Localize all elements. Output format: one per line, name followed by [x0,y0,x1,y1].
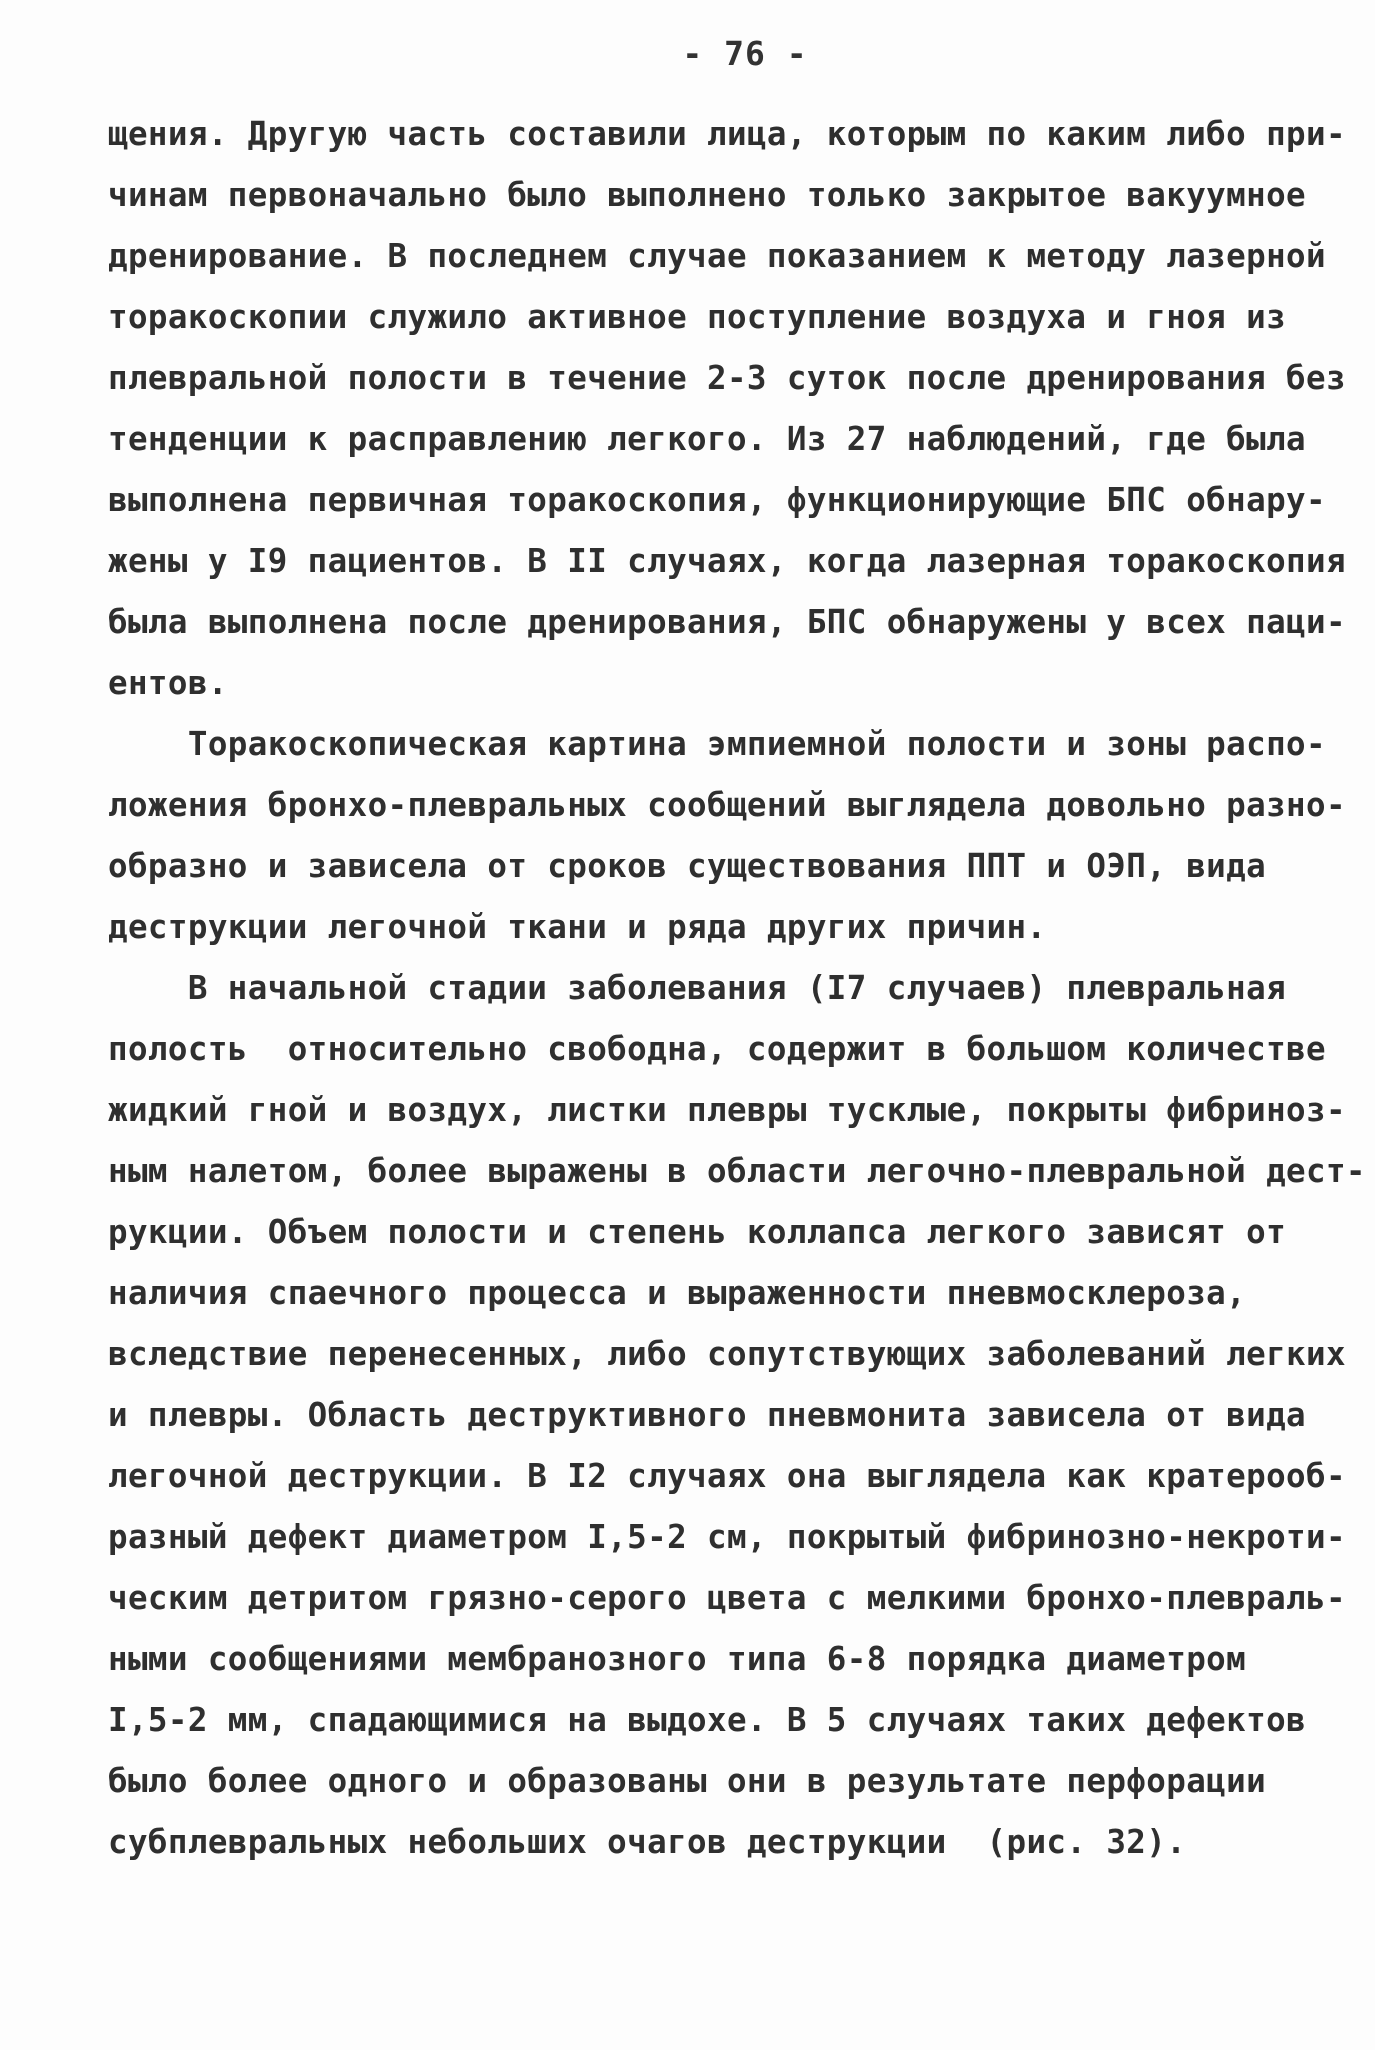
text-line: Торакоскопическая картина эмпиемной полости и зоны распо- [108,725,1326,763]
text-line: чинам первоначально было выполнено только закрытое вакуумное [108,176,1306,214]
text-line: дренирование. В последнем случае показанием к методу лазерной [108,237,1326,275]
text-line: наличия спаечного процесса и выраженности пневмосклероза, [108,1274,1247,1312]
paragraph [108,958,1366,1873]
text-line: ческим детритом грязно-серого цвета с мелкими бронхо-плевраль- [108,1579,1346,1617]
text-line: тенденции к расправлению легкого. Из 27 наблюдений, где была [108,420,1306,458]
text-line: выполнена первичная торакоскопия, функционирующие БПС обнару- [108,481,1326,519]
text-line: щения. Другую часть составили лица, которым по каким либо при- [108,115,1346,153]
page-number: - 76 - [682,34,808,73]
text-line: плевральной полости в течение 2-3 суток после дренирования без [108,359,1346,397]
text-line: образно и зависела от сроков существования ППТ и ОЭП, вида [108,847,1267,885]
text-line: жидкий гной и воздух, листки плевры тусклые, покрыты фибриноз- [108,1091,1346,1129]
paragraph [108,714,1346,958]
text-line: деструкции легочной ткани и ряда других причин. [108,908,1047,946]
text-line: ложения бронхо-плевральных сообщений выглядела довольно разно- [108,786,1346,824]
paragraph [108,104,1346,714]
text-line: полость относительно свободна, содержит в большом количестве [108,1030,1326,1068]
text-line: торакоскопии служило активное поступление воздуха и гноя из [108,298,1287,336]
text-line: В начальной стадии заболевания (I7 случаев) плевральная [108,969,1287,1007]
text-line: I,5-2 мм, спадающимися на выдохе. В 5 случаях таких дефектов [108,1701,1306,1739]
text-line: и плевры. Область деструктивного пневмонита зависела от вида [108,1396,1306,1434]
text-line: субплевральных небольших очагов деструкции (рис. 32). [108,1823,1187,1861]
text-line: вследствие перенесенных, либо сопутствующих заболеваний легких [108,1335,1346,1373]
text-line: легочной деструкции. В I2 случаях она выглядела как кратерооб- [108,1457,1346,1495]
text-line: жены у I9 пациентов. В II случаях, когда лазерная торакоскопия [108,542,1346,580]
body-text [108,104,1366,1873]
text-line: разный дефект диаметром I,5-2 см, покрытый фибринозно-некроти- [108,1518,1346,1556]
text-line: было более одного и образованы они в результате перфорации [108,1762,1267,1800]
text-line: рукции. Объем полости и степень коллапса легкого зависят от [108,1213,1287,1251]
text-line: ными сообщениями мембранозного типа 6-8 порядка диаметром [108,1640,1247,1678]
text-line: ным налетом, более выражены в области легочно-плевральной дест- [108,1152,1366,1190]
text-line: ентов. [108,664,228,702]
text-line: была выполнена после дренирования, БПС обнаружены у всех паци- [108,603,1346,641]
